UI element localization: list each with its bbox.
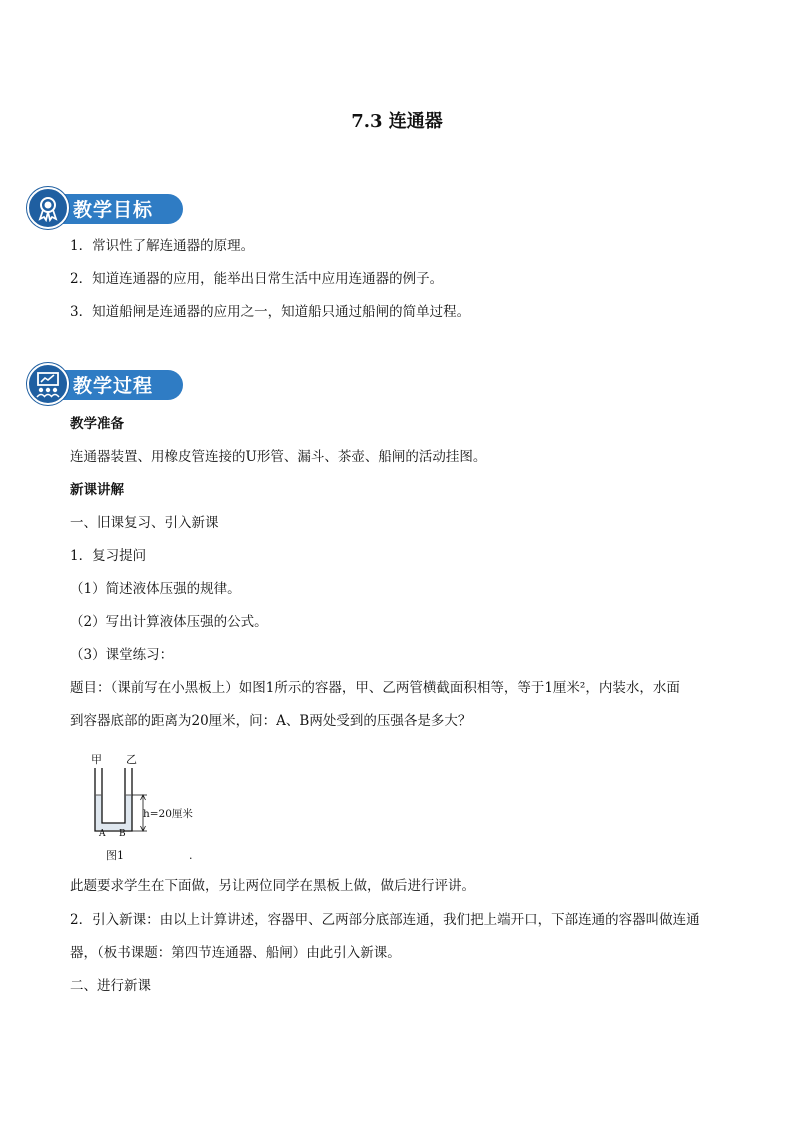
award-icon bbox=[34, 194, 62, 222]
intro-line-2: 器，（板书课题：第四节连通器、船闸）由此引入新课。 bbox=[70, 945, 401, 961]
goal-item-1: 1．常识性了解连通器的原理。 bbox=[70, 238, 255, 254]
part-1-heading: 一、旧课复习、引入新课 bbox=[70, 515, 219, 531]
badge-circle bbox=[27, 363, 69, 405]
figure-label-left: 甲 bbox=[91, 753, 102, 766]
question-1: （1）简述液体压强的规律。 bbox=[70, 581, 241, 597]
u-tube-figure bbox=[85, 750, 215, 870]
problem-line-2: 到容器底部的距离为20厘米，问：A、B两处受到的压强各是多大？ bbox=[70, 713, 472, 729]
tube-inner-wall bbox=[102, 768, 125, 823]
point-b-label: B bbox=[119, 829, 126, 839]
page-title: 7.3 连通器 bbox=[351, 111, 443, 132]
section-badge-goals bbox=[27, 187, 184, 227]
prep-text: 连通器装置、用橡皮管连接的U形管、漏斗、茶壶、船闸的活动挂图。 bbox=[70, 449, 487, 465]
review-heading: 1．复习提问 bbox=[70, 548, 147, 564]
badge-circle bbox=[27, 187, 69, 229]
new-lesson-heading: 新课讲解 bbox=[70, 482, 124, 498]
height-label: h=20厘米 bbox=[143, 808, 193, 820]
part-2-heading: 二、进行新课 bbox=[70, 978, 151, 994]
section-heading-goals: 教学目标 bbox=[73, 199, 154, 221]
goal-item-2: 2．知道连通器的应用，能举出日常生活中应用连通器的例子。 bbox=[70, 271, 444, 287]
goal-item-3: 3．知道船闸是连通器的应用之一，知道船只通过船闸的简单过程。 bbox=[70, 304, 471, 320]
question-3: （3）课堂练习： bbox=[70, 647, 174, 663]
section-heading-process: 教学过程 bbox=[73, 375, 154, 397]
exercise-note: 此题要求学生在下面做，另让两位同学在黑板上做，做后进行评讲。 bbox=[70, 878, 475, 894]
section-badge-process bbox=[27, 363, 184, 403]
point-a-label: A bbox=[99, 829, 106, 839]
prep-heading: 教学准备 bbox=[70, 416, 124, 432]
figure-caption: 图1 bbox=[106, 849, 124, 862]
presentation-icon bbox=[34, 370, 62, 398]
figure-dot: . bbox=[189, 849, 193, 862]
intro-line-1: 2．引入新课：由以上计算讲述，容器甲、乙两部分底部连通，我们把上端开口，下部连通的容器叫做连通 bbox=[70, 912, 700, 928]
question-2: （2）写出计算液体压强的公式。 bbox=[70, 614, 268, 630]
figure-label-right: 乙 bbox=[126, 753, 137, 766]
problem-line-1: 题目：（课前写在小黑板上）如图1所示的容器，甲、乙两管横截面积相等，等于1厘米²，内装水，水面 bbox=[70, 680, 680, 696]
